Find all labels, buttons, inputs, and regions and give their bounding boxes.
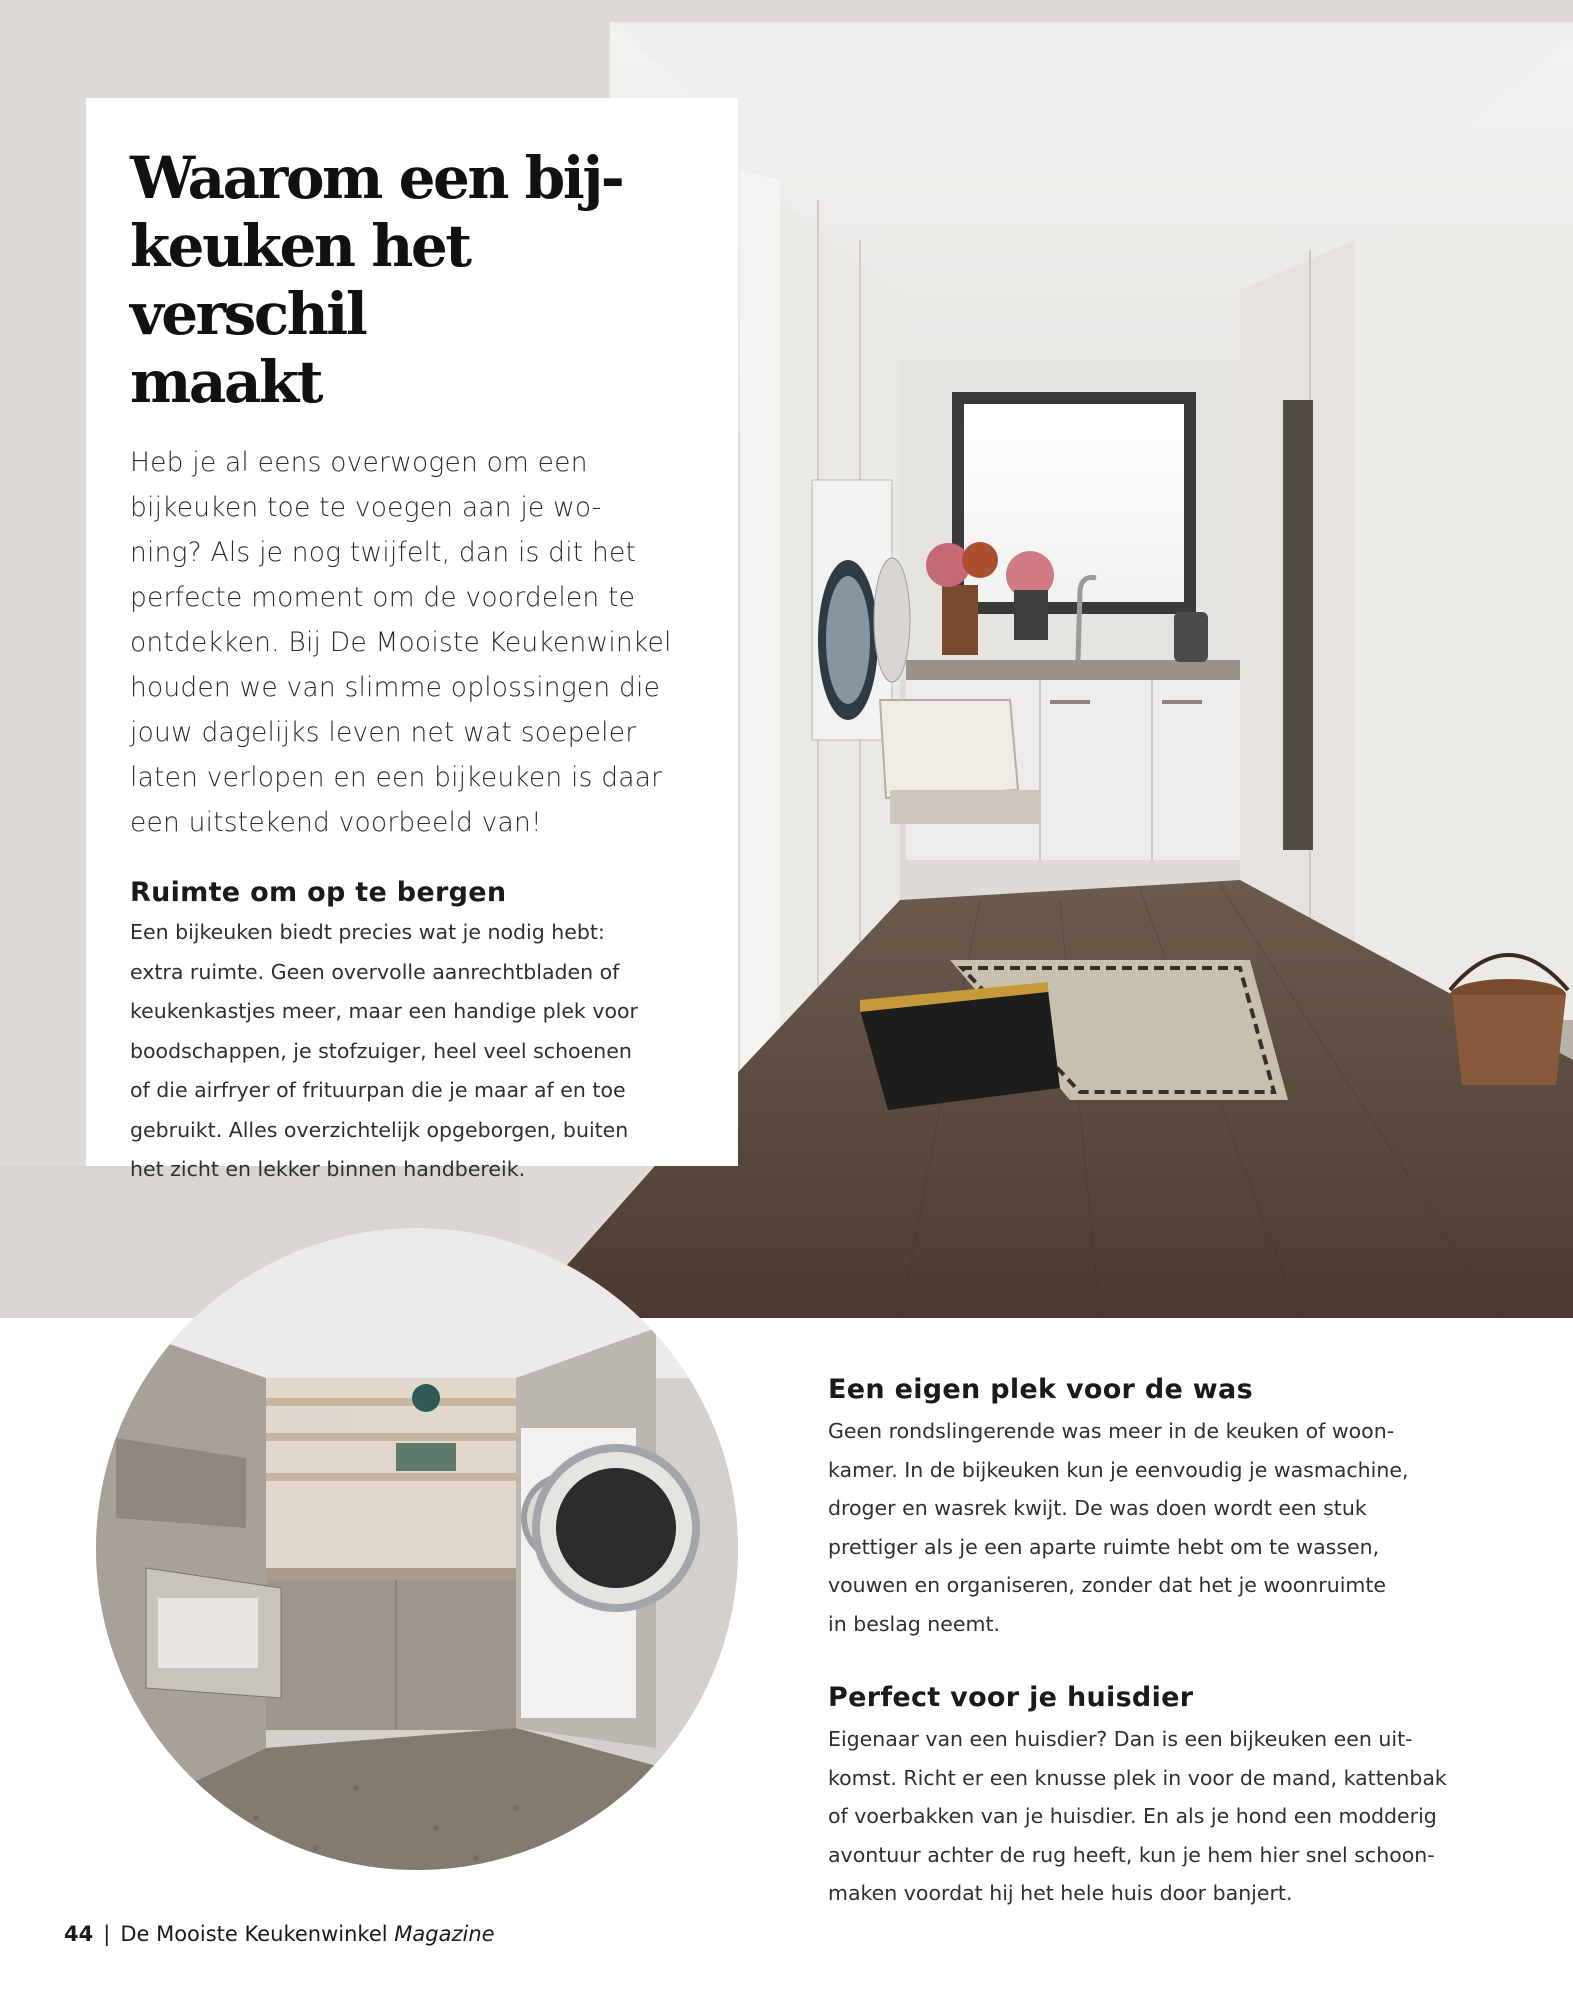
page-number: 44 (64, 1922, 94, 1946)
intro-line: laten verlopen en een bijkeuken is daar (130, 762, 663, 793)
intro-line: ontdekken. Bij De Mooiste Keukenwinkel (130, 627, 672, 658)
page-footer (64, 1922, 495, 1946)
body-line: Eigenaar van een huisdier? Dan is een bijkeuken een uit- (828, 1727, 1413, 1751)
body-line: gebruikt. Alles overzichtelijk opgeborgen, buiten (130, 1117, 629, 1142)
section-heading-pets: Perfect voor je huisdier (828, 1682, 1194, 1713)
body-line: boodschappen, je stofzuiger, heel veel schoenen (130, 1038, 632, 1063)
intro-line: ning? Als je nog twijfelt, dan is dit het (130, 537, 637, 568)
intro-line: bijkeuken toe te voegen aan je wo- (130, 492, 602, 523)
footer-separator: | (103, 1922, 111, 1946)
body-line: kamer. In de bijkeuken kun je eenvoudig je wasmachine, (828, 1457, 1409, 1482)
circle-photo-laundry-room (96, 1228, 738, 1870)
intro-line: houden we van slimme oplossingen die (130, 672, 661, 703)
window (964, 404, 1184, 602)
section-body-storage (130, 913, 694, 1190)
intro-line: Heb je al eens overwogen om een (130, 447, 588, 478)
section-heading-laundry: Een eigen plek voor de was (828, 1374, 1253, 1405)
body-line: extra ruimte. Geen overvolle aanrechtbladen of (130, 959, 620, 984)
body-line: vouwen en organiseren, zonder dat het je woonruimte (828, 1573, 1387, 1597)
publication-suffix: Magazine (394, 1922, 495, 1946)
title-line: Waarom een bij- (130, 144, 623, 212)
title-line: keuken het verschil (130, 212, 470, 348)
section-body-laundry (828, 1412, 1488, 1643)
intro-card (86, 98, 738, 1181)
section-pets (828, 1678, 1488, 1913)
body-line: het zicht en lekker binnen handbereik. (130, 1157, 526, 1181)
intro-line: een uitstekend voorbeeld van! (130, 807, 542, 838)
publication-name: De Mooiste Keukenwinkel (120, 1922, 388, 1946)
intro-paragraph (130, 440, 694, 845)
body-line: in beslag neemt. (828, 1611, 1001, 1636)
section-laundry (828, 1370, 1488, 1643)
body-line: komst. Richt er een knusse plek in voor de mand, kattenbak (828, 1765, 1447, 1790)
body-line: prettiger als je een aparte ruimte hebt om te wassen, (828, 1534, 1380, 1559)
section-body-pets (828, 1720, 1488, 1913)
body-line: Geen rondslingerende was meer in de keuken of woon- (828, 1419, 1395, 1443)
body-line: Een bijkeuken biedt precies wat je nodig hebt: (130, 920, 605, 944)
body-line: keukenkastjes meer, maar een handige plek voor (130, 999, 638, 1023)
body-line: avontuur achter de rug heeft, kun je hem hier snel schoon- (828, 1842, 1435, 1867)
title-line: maakt (130, 348, 322, 416)
bottle-crate (860, 982, 1060, 1110)
intro-line: perfecte moment om de voordelen te (130, 582, 636, 613)
body-line: droger en wasrek kwijt. De was doen wordt een stuk (828, 1496, 1367, 1520)
intro-line: jouw dagelijks leven net wat soepeler (130, 717, 637, 748)
article-title (130, 144, 694, 416)
body-line: of die airfryer of frituurpan die je maar af en toe (130, 1078, 626, 1102)
section-heading-storage: Ruimte om op te bergen (130, 877, 507, 908)
laundry-room-illustration (96, 1228, 738, 1870)
body-line: of voerbakken van je huisdier. En als je hond een modderig (828, 1804, 1437, 1828)
body-line: maken voordat hij het hele huis door banjert. (828, 1881, 1293, 1905)
